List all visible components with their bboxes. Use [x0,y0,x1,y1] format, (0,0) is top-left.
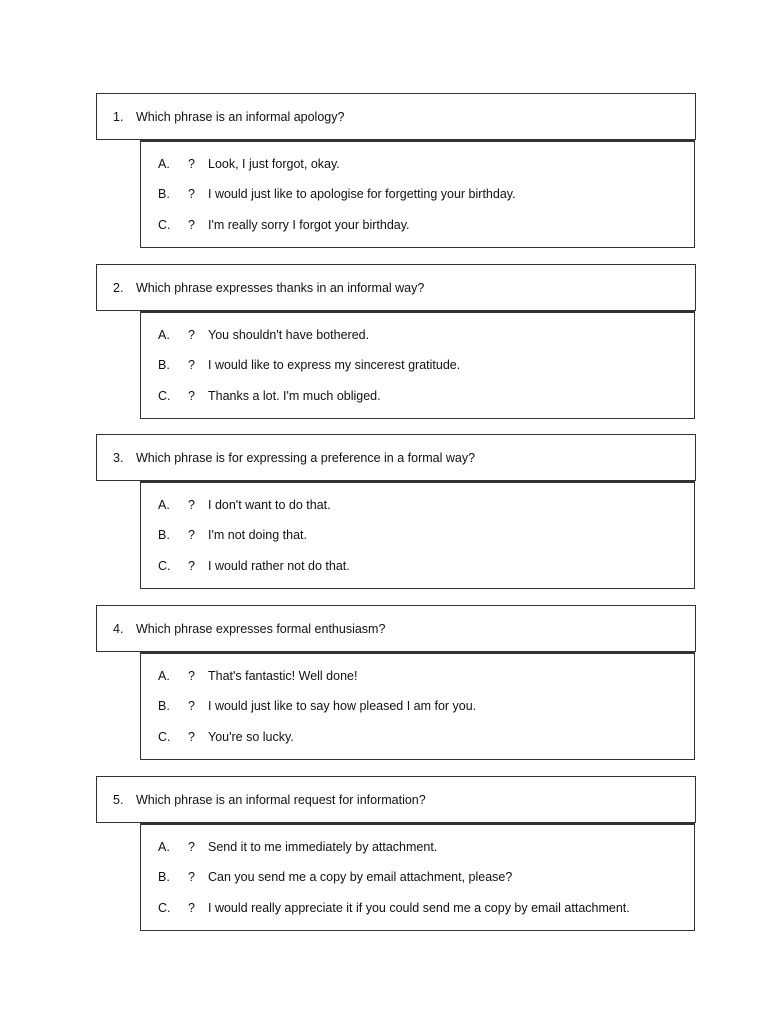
answer-option-a[interactable] [141,327,694,345]
option-marker[interactable]: ? [188,157,195,171]
answer-options [140,481,695,589]
option-letter: A. [158,157,170,171]
option-marker[interactable]: ? [188,498,195,512]
option-letter: B. [158,358,170,372]
option-letter: B. [158,870,170,884]
option-marker[interactable]: ? [188,669,195,683]
question-block-4 [96,605,696,760]
option-letter: C. [158,218,171,232]
option-marker[interactable]: ? [188,528,195,542]
option-letter: C. [158,730,171,744]
option-text: I would like to express my sincerest gratitude. [208,358,461,372]
option-marker[interactable]: ? [188,901,195,915]
option-letter: B. [158,528,170,542]
answer-option-c[interactable] [141,217,694,235]
question-box [96,776,696,823]
question-text: Which phrase is an informal request for information? [136,793,426,807]
option-text: That's fantastic! Well done! [208,669,358,683]
question-number: 1. [113,110,124,124]
option-letter: B. [158,187,170,201]
answer-option-b[interactable] [141,527,694,545]
question-number: 2. [113,281,124,295]
option-letter: C. [158,901,171,915]
option-text: I would just like to say how pleased I am for you. [208,699,477,713]
answer-options [140,652,695,760]
question-block-3 [96,434,696,589]
question-text: Which phrase is an informal apology? [136,110,345,124]
option-text: I'm really sorry I forgot your birthday. [208,218,410,232]
option-letter: A. [158,840,170,854]
option-letter: C. [158,559,171,573]
answer-option-a[interactable] [141,156,694,174]
question-box [96,264,696,311]
option-text: You shouldn't have bothered. [208,328,370,342]
option-text: I'm not doing that. [208,528,307,542]
option-text: I would just like to apologise for forgetting your birthday. [208,187,516,201]
option-letter: A. [158,669,170,683]
option-marker[interactable]: ? [188,358,195,372]
answer-option-a[interactable] [141,497,694,515]
question-box [96,93,696,140]
answer-option-c[interactable] [141,900,694,918]
option-marker[interactable]: ? [188,187,195,201]
answer-option-a[interactable] [141,668,694,686]
option-text: Can you send me a copy by email attachment, please? [208,870,513,884]
option-marker[interactable]: ? [188,699,195,713]
option-letter: B. [158,699,170,713]
question-box [96,605,696,652]
option-letter: A. [158,328,170,342]
option-marker[interactable]: ? [188,870,195,884]
answer-option-a[interactable] [141,839,694,857]
option-text: I would really appreciate it if you could send me a copy by email attachment. [208,901,630,915]
question-text: Which phrase expresses thanks in an informal way? [136,281,425,295]
answer-options [140,823,695,931]
option-marker[interactable]: ? [188,559,195,573]
answer-option-c[interactable] [141,388,694,406]
question-number: 3. [113,451,124,465]
option-marker[interactable]: ? [188,730,195,744]
question-block-5 [96,776,696,931]
answer-options [140,140,695,248]
option-text: You're so lucky. [208,730,294,744]
option-marker[interactable]: ? [188,389,195,403]
question-number: 4. [113,622,124,636]
answer-option-b[interactable] [141,186,694,204]
option-marker[interactable]: ? [188,840,195,854]
answer-option-b[interactable] [141,869,694,887]
question-number: 5. [113,793,124,807]
option-letter: C. [158,389,171,403]
answer-options [140,311,695,419]
option-letter: A. [158,498,170,512]
question-block-1 [96,93,696,248]
answer-option-b[interactable] [141,698,694,716]
question-box [96,434,696,481]
question-text: Which phrase expresses formal enthusiasm? [136,622,386,636]
question-block-2 [96,264,696,419]
option-marker[interactable]: ? [188,218,195,232]
question-text: Which phrase is for expressing a preference in a formal way? [136,451,476,465]
option-text: I would rather not do that. [208,559,350,573]
answer-option-b[interactable] [141,357,694,375]
option-text: Send it to me immediately by attachment. [208,840,438,854]
option-text: Thanks a lot. I'm much obliged. [208,389,381,403]
option-text: I don't want to do that. [208,498,331,512]
option-marker[interactable]: ? [188,328,195,342]
option-text: Look, I just forgot, okay. [208,157,340,171]
answer-option-c[interactable] [141,729,694,747]
answer-option-c[interactable] [141,558,694,576]
